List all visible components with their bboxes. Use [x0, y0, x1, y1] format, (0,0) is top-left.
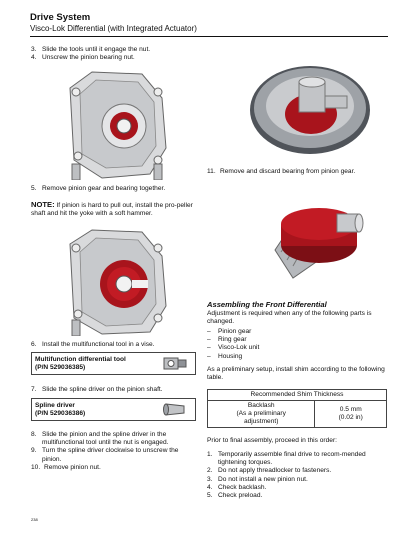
tool-name: Spline driver [35, 402, 75, 409]
figure-pinion-gear [255, 190, 370, 295]
table-cell-value: 0.5 mm (0.02 in) [315, 401, 387, 428]
list-item: 4. Unscrew the pinion bearing nut. [31, 54, 135, 62]
tool-box-multifunction [31, 352, 196, 375]
final-assembly-intro: Prior to final assembly, proceed in this order: [207, 437, 337, 444]
shim-table [207, 389, 387, 428]
figure-bearing-on-pinion [245, 58, 375, 158]
table-header: Recommended Shim Thickness [208, 390, 387, 401]
page-header [30, 12, 388, 37]
assembling-title: Assembling the Front Differential [207, 300, 327, 309]
tool-part-number: (P/N 529036385) [35, 363, 86, 371]
list-item: 5. Remove pinion gear and bearing together. [31, 185, 166, 192]
figure-housing-with-red-tool [62, 228, 170, 336]
table-header-row [208, 390, 387, 401]
final-assembly-steps [207, 451, 387, 500]
list-item: – Visco-Lok unit [207, 344, 260, 352]
steps-8-10 [31, 431, 199, 472]
parts-list [207, 328, 387, 361]
tool-box-spline-driver [31, 398, 196, 421]
list-item: – Ring gear [207, 336, 247, 344]
list-item: 11. Remove and discard bearing from pinion gear. [207, 168, 356, 175]
list-item: 5. Check preload. [207, 492, 263, 500]
list-item: 10. Remove pinion nut. [31, 463, 101, 471]
spline-driver-image [158, 401, 192, 418]
list-item: 9. Turn the spline driver clockwise to unscrew the pinion. [31, 447, 179, 463]
list-item: 1. Temporarily assemble final drive to recom-mended tightening torques. [207, 451, 366, 467]
step-5 [31, 185, 206, 193]
assembling-intro: Adjustment is required when any of the following parts is changed. [207, 310, 372, 326]
table-row [208, 401, 387, 428]
section-subtitle: Visco-Lok Differential (with Integrated Actuator) [30, 24, 388, 37]
list-item: 8. Slide the pinion and the spline driver in the multifunctional tool until the nut is engaged. [31, 431, 169, 447]
note [31, 201, 203, 218]
list-item: – Pinion gear [207, 328, 252, 335]
tool-name: Multifunction differential tool [35, 356, 126, 363]
list-item: 3. Slide the tools until it engage the nut. [31, 46, 151, 53]
preliminary-text: As a preliminary setup, install shim according to the following table. [207, 366, 385, 382]
list-item: – Housing [207, 352, 243, 360]
table-cell-label: Backlash (As a preliminary adjustment) [208, 401, 315, 428]
list-item: 7. Slide the spline driver on the pinion shaft. [31, 386, 163, 393]
list-item: 2. Do not apply threadlocker to fasteners. [207, 467, 332, 475]
list-item: 6. Install the multifunctional tool in a vise. [31, 341, 155, 348]
note-label: NOTE: [31, 200, 55, 209]
figure-housing-with-tool [62, 68, 170, 180]
step-7 [31, 386, 206, 394]
list-item: 4. Check backlash. [207, 483, 267, 491]
multifunction-tool-image [158, 355, 192, 372]
tool-part-number: (P/N 529036386) [35, 409, 86, 417]
steps-3-4 [31, 46, 206, 62]
page-number: 238 [31, 517, 38, 522]
note-text: If pinion is hard to pull out, install the pro-peller shaft and hit the yoke with a soft hammer. [31, 202, 193, 218]
list-item: 3. Do not install a new pinion nut. [207, 475, 308, 483]
step-11 [207, 168, 387, 176]
section-title: Drive System [30, 12, 91, 23]
step-6 [31, 341, 206, 349]
